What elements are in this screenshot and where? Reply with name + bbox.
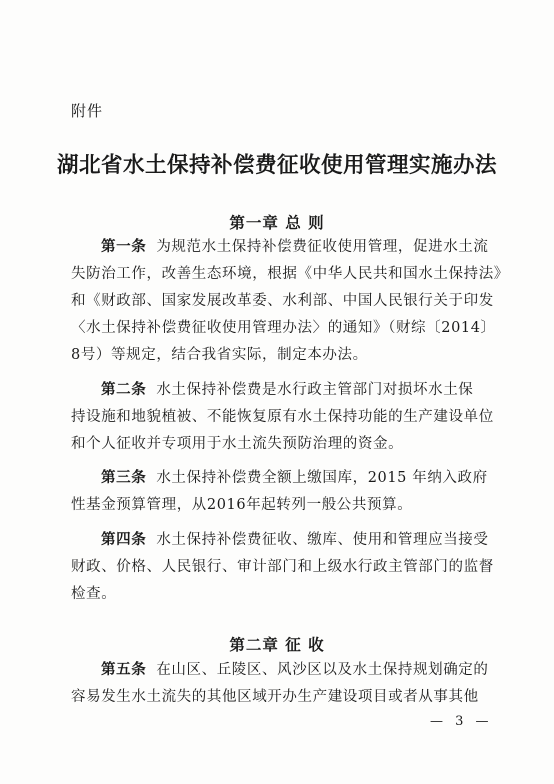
article-text: 水土保持补偿费是水行政主管部门对损坏水土保 <box>156 382 474 398</box>
article-text-line: 检查。 <box>71 586 117 602</box>
article-5-first-line <box>101 660 501 680</box>
article-text-line: 性基金预算管理，从2016年起转列一般公共预算。 <box>71 497 413 513</box>
article-label: 第五条 <box>101 662 147 678</box>
article-label: 第一条 <box>101 239 147 255</box>
article-label: 第四条 <box>101 532 147 548</box>
article-2-first-line <box>101 380 501 400</box>
article-text: 水土保持补偿费全额上缴国库，2015 年纳入政府 <box>156 470 488 486</box>
article-text-line: 失防治工作，改善生态环境，根据《中华人民共和国水土保持法》 <box>71 266 509 282</box>
article-label: 第二条 <box>101 382 147 398</box>
article-4-first-line <box>101 530 501 550</box>
article-text-line: 和《财政部、国家发展改革委、水利部、中国人民银行关于印发 <box>71 293 494 309</box>
article-text-line: 持设施和地貌植被、不能恢复原有水土保持功能的生产建设单位 <box>71 409 494 425</box>
article-3-first-line <box>101 468 501 488</box>
annex-label: 附件 <box>71 102 104 120</box>
chapter-heading-1: 第一章 总 则 <box>229 214 325 232</box>
article-text-line: 8号）等规定，结合我省实际，制定本办法。 <box>71 347 368 363</box>
article-text: 水土保持补偿费征收、缴库、使用和管理应当接受 <box>156 532 489 548</box>
article-text: 在山区、丘陵区、风沙区以及水土保持规划确定的 <box>156 662 489 678</box>
article-1-first-line <box>101 237 501 257</box>
article-text-line: 财政、价格、人民银行、审计部门和上级水行政主管部门的监督 <box>71 559 494 575</box>
page-number: — 3 — <box>430 714 493 729</box>
document-title: 湖北省水土保持补偿费征收使用管理实施办法 <box>56 153 497 178</box>
article-text-line: 和个人征收并专项用于水土流失预防治理的资金。 <box>71 436 404 452</box>
article-label: 第三条 <box>101 470 147 486</box>
article-text-line: 〈水土保持补偿费征收使用管理办法〉的通知》（财综〔2014〕 <box>71 320 496 336</box>
article-text: 为规范水土保持补偿费征收使用管理，促进水土流 <box>156 239 489 255</box>
article-text-line: 容易发生水土流失的其他区域开办生产建设项目或者从事其他 <box>71 689 479 705</box>
chapter-heading-2: 第二章 征 收 <box>229 636 325 654</box>
